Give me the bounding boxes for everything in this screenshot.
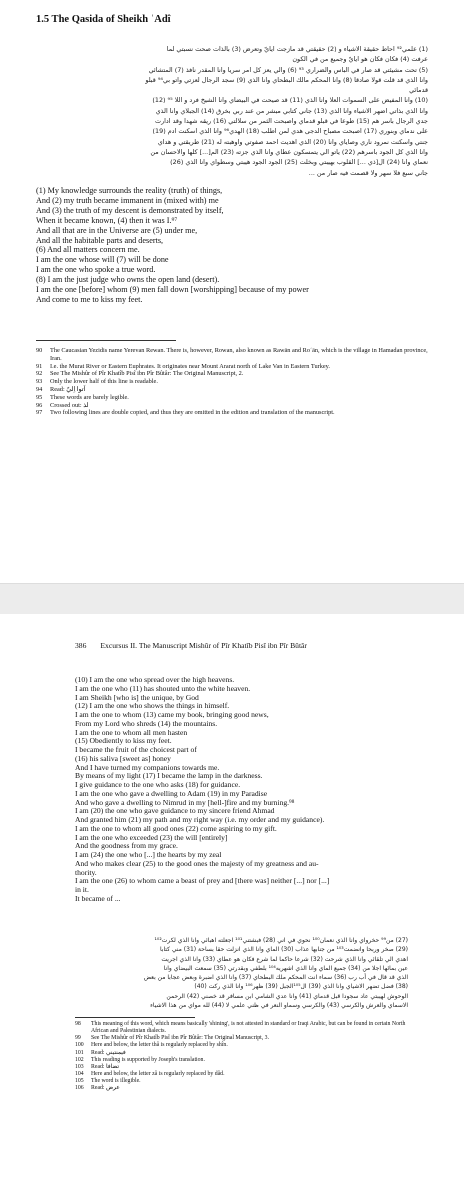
footnote-text: See The Mishûr of Pîr Khatîb Pisî ibn Pîr Bûtâr: The Original Manuscript, 3. (91, 1035, 270, 1042)
footnote-text: The word is illegible. (91, 1078, 141, 1085)
footnote (36, 409, 428, 417)
running-head-title: Excursus II. The Manuscript Mishûr of Pîr Khatîb Pisî ibn Pîr Bûtâr (100, 641, 307, 650)
arabic-line: جدي الرجال باسر هم (15) طوعا في قبلو قدماي واصبحت الثمر من سلالتي (16) ريقه شهدا وقد ادارت (155, 117, 428, 126)
english-line: (6) And all matters concern me. (36, 245, 140, 255)
footnote (36, 386, 428, 394)
footnote (75, 1042, 408, 1049)
arabic-line: جنتي واسكنت نمرود ناري وصاياي وانا (20) الذي اهديت احمد صفوتي واوهبته له (21) طريقتي و هداي (157, 137, 428, 146)
english-line: It became of ... (75, 894, 121, 903)
page-separator (0, 583, 464, 615)
arabic-line: نعماي وانا (24) ال[ذي ...] القلوب بهيبتي وبخلت (25) الجود الجود هيبتي وسطواي وانا الذي (26) (170, 158, 428, 167)
page-upper (0, 0, 464, 583)
footnote-text: Read: عرض (91, 1085, 120, 1092)
footnote-number: 105 (75, 1078, 84, 1085)
english-line: I am the one who spoke a true word. (36, 265, 156, 275)
english-line: And all the habitable parts and deserts, (36, 235, 164, 245)
footnote-number: 106 (75, 1085, 84, 1092)
english-line: I am (24) the one who [...] the hearts by my zeal (75, 851, 222, 859)
english-line: I am the one who exceeded (23) the will [entirely] (75, 833, 228, 842)
footnote-text: Crossed out: لذ (50, 401, 89, 409)
footnote-text: Read: فيمنتيني (91, 1049, 126, 1056)
english-line: I am the one to whom all good ones (22) come aspiring to my gift. (75, 824, 277, 833)
arabic-line: (27) من⁹⁹ حخرواي وانا الذي نعمان¹⁰⁰ نحوي في اني (28) فبشتني¹⁰¹ اجعلته اهبائي وانا الذي لكرت¹⁰² (154, 937, 408, 944)
footnote-text: This meaning of this word, which means basically 'shining', is not attested in standard or Iraqi Arabic, but can be found in certain North African and Palestinian dialects. (91, 1021, 406, 1035)
english-line: (1) My knowledge surrounds the reality (truth) of things, (36, 186, 223, 195)
english-line: I am the one (26) to whom came a beast of prey and [there was] neither [...] nor [...] (75, 877, 330, 886)
english-line: I give guidance to the one who asks (18) for guidance. (75, 781, 241, 789)
footnote-number: 97 (36, 409, 43, 417)
english-line: (15) Obediently to kiss my feet. (75, 737, 172, 746)
english-line: And come to me to kiss my feet. (36, 294, 143, 304)
footnote (36, 370, 428, 378)
footnote-text: This reading is supported by Joseph's translation. (91, 1056, 205, 1063)
footnote (36, 402, 428, 410)
arabic-line: وانا الذي قد قلت قولا صادقا (8) وانا المحكم مالك البطحاي وانا الذي (9) سجد الرجال لعزتي واتو بي⁹⁴ قبلو (145, 75, 428, 84)
english-line: And granted him (21) my path and my right way (i.e. my order and my guidance). (75, 816, 325, 824)
arabic-text-block (75, 936, 408, 1010)
english-line: I am the one to whom (13) came my book, bringing good news, (75, 711, 269, 719)
footnote (36, 394, 428, 402)
english-line: I am the one [before] whom (9) men fall down [worshipping] because of my power (36, 285, 309, 295)
footnote (75, 1078, 408, 1085)
footnote-number: 99 (75, 1035, 81, 1042)
english-translation-block (75, 676, 408, 904)
footnotes-block (75, 1021, 408, 1093)
footnote-rule (75, 1017, 195, 1018)
english-translation-block (36, 186, 428, 305)
footnote-text: Here and below, the letter thâ is regularly replaced by shîn. (91, 1042, 228, 1049)
arabic-line: الذي قد قال في أب رب (36) سماء انت المحكم ملك البطحاي (37) وانا الذي اضبرة وبعض عجابا من بعض (143, 974, 408, 982)
english-line: (12) I am the one who shows the things in himself. (75, 702, 230, 711)
english-line: And the goodness from my grace. (75, 842, 178, 851)
arabic-line: (38) فضل تضهر الاشياي وانا الذي (39) ال¹⁰⁵الجبل (39) ظهر¹⁰⁶ وانا الذي ركت (40) (194, 983, 408, 991)
english-line: (10) I am the one who spread over the high heavens. (75, 676, 235, 684)
footnote (75, 1050, 408, 1057)
footnote-text: I.e. the Murat River or Eastern Euphrates. It originates near Mount Ararat north of Lake Van in Eastern Turkey. (50, 362, 330, 370)
footnote (75, 1021, 408, 1035)
english-line: I am (20) the one who gave guidance to my sincere friend Ahmad (75, 807, 275, 816)
arabic-line: على ندماي وبنوري (17) اصبحت مصباح الدجى هدي لمن اطلب (18) الهدي⁹⁶ وانا الذي اسكنت ادم (19) (152, 127, 428, 136)
footnote-text: Read: تضافا (91, 1063, 119, 1070)
arabic-line: (5) تحت مشيئتي قد صار في الباس والضراري ⁹³ (6) والي يعز كل امر سريا وانا المقدر نافذ (7) المتشائي (148, 65, 428, 74)
footnote-number: 95 (36, 393, 43, 401)
footnote (36, 363, 428, 371)
english-line: By means of my light (17) I became the lamp in the darkness. (75, 772, 263, 781)
footnote-number: 93 (36, 378, 43, 386)
footnote (75, 1057, 408, 1064)
english-line: (8) I am the just judge who owns the open land (desert). (36, 275, 220, 285)
english-line: in it. (75, 886, 89, 894)
footnote-text: Two following lines are double copied, and thus they are omitted in the edition and translation of the manuscript. (50, 409, 335, 417)
english-line: From my Lord who shreds (14) the mountains. (75, 719, 218, 728)
english-line: And who gave a dwelling to Nimrud in my [hell-]fire and my burning.⁹⁸ (75, 798, 295, 807)
footnote-number: 101 (75, 1049, 84, 1056)
page-number: 386 (75, 641, 87, 650)
english-line: And all that are in the Universe are (5) under me, (36, 225, 198, 235)
footnote-text: Read: اَتوا اِليّ (50, 385, 86, 393)
footnote-number: 91 (36, 362, 43, 370)
english-line: I became the fruit of the choicest part of (75, 746, 197, 754)
arabic-line: وانا الذي كل الجود باسرهم (22) ياتو الي يتمسكون عطاي وانا الذي جزته (23) الم[...] كلها والاحسان من (150, 147, 428, 156)
footnote-text: Only the lower half of this line is readable. (50, 378, 158, 386)
footnote-number: 103 (75, 1063, 84, 1070)
footnote (36, 347, 428, 363)
footnote (75, 1085, 408, 1092)
arabic-line: عرفت (4) فكان فكان هو ايايّ وجميع من في الكون (292, 55, 428, 64)
arabic-line: جاني سبع فلا سهر ولا قصمت فيه صار من ... (308, 168, 428, 177)
english-line: I am the one whose will (7) will be done (36, 255, 169, 265)
footnote (75, 1071, 408, 1078)
footnotes-block (36, 347, 428, 417)
english-line: When it became known, (4) then it was I.⁹⁷ (36, 215, 178, 225)
footnote-rule (36, 340, 176, 341)
footnote-number: 94 (36, 385, 43, 393)
footnote-number: 90 (36, 347, 43, 354)
footnote (36, 378, 428, 386)
english-line: I am Sheikh [who is] the unique, by God (75, 693, 199, 702)
english-line: And (3) the truth of my descent is demonstrated by itself, (36, 205, 224, 215)
footnote-text: Here and below, the letter zâ is regularly replaced by dâd. (91, 1071, 225, 1078)
arabic-text-block (36, 44, 428, 178)
footnote (75, 1035, 408, 1042)
arabic-line: الوحوش لهيبتي عاد سجودا قبل قدماي (41) وانا عدي الشامي ابن مسافر قد خصني (42) الرحمن (166, 992, 408, 1000)
english-line: I am the one who gave a dwelling to Adam (19) in my Paradise (75, 789, 268, 798)
footnote-number: 98 (75, 1021, 81, 1027)
footnote-number: 92 (36, 370, 43, 378)
english-line: I am the one who (11) has shouted unto the white heaven. (75, 684, 251, 693)
english-line: (16) his saliva [sweet as] honey (75, 754, 171, 763)
footnote-text: The Caucasian Yezidis name Yerevan Rewan. There is, however, Rowan, also known as Rawān and Roʿān, which is the village in Hamadan province, Iran. (50, 347, 428, 362)
arabic-line: قدمائي (409, 86, 428, 95)
arabic-line: وانا الذي بذاتي اضهر الاشياء وانا الذي (13) جاني كتابي مبشر من عند ربي بخرق (14) الجبلاي وانا الذي (155, 106, 428, 115)
footnote-number: 102 (75, 1056, 84, 1063)
arabic-line: الاسماي والعرش والكرسي (43) والكرسي وسماو النعر في ظني علمي لا (44) لله مواي من هذا الاشياء (150, 1002, 408, 1010)
arabic-line: عين بمائها اجلا من (34) جميع الماي وانا الذي اشهريه¹⁰⁴ بلطفي وبقدرتي (35) سمعت البيضاي وانا (163, 964, 408, 972)
footnote-number: 100 (75, 1042, 84, 1049)
footnote-number: 104 (75, 1071, 84, 1078)
running-header (75, 641, 307, 650)
arabic-line: (10) وانا المفيض على السموات العلا وانا الذي (11) قد صيحت في البيضاي وانا الشيخ فرد و اللا ⁹⁵ (12) (152, 96, 428, 105)
english-line: thority. (75, 868, 97, 877)
footnote-number: 96 (36, 401, 43, 409)
english-line: And who makes clear (25) to the good ones the majesty of my greatness and au- (75, 859, 319, 868)
english-line: I am the one to whom all men hasten (75, 728, 188, 737)
footnote-text: These words are barely legible. (50, 393, 129, 401)
arabic-line: (1) علمي⁹² احاط حقيقة الاشياء و (2) حقيقتي قد مازجت ايايّ وتعرض (3) بالذات صحت نسبتي لما (166, 45, 428, 53)
arabic-line: (29) صخر وربحا وانضمت¹⁰³ من جنابها عذاب (30) الماي وانا الذي انزلت حقا بساحة (31) مني كتابا (159, 946, 408, 954)
footnote-text: See The Mishûr of Pîr Khatîb Pisî ibn Pîr Bûtâr: The Original Manuscript, 2. (50, 370, 244, 378)
english-line: And I have turned my companions towards me. (75, 763, 220, 772)
section-heading: 1.5 The Qasida of Sheikh ʿAdî (36, 14, 171, 25)
arabic-line: اهدي الي تلقائي وانا الذي شرحت (32) شرعا حاكما لما شرع فكان هو عطاي (33) وانا الذي اجريت (161, 955, 408, 963)
footnote (75, 1064, 408, 1071)
english-line: And (2) my truth became immanent in (mixed with) me (36, 195, 219, 205)
page-lower (0, 614, 464, 1200)
